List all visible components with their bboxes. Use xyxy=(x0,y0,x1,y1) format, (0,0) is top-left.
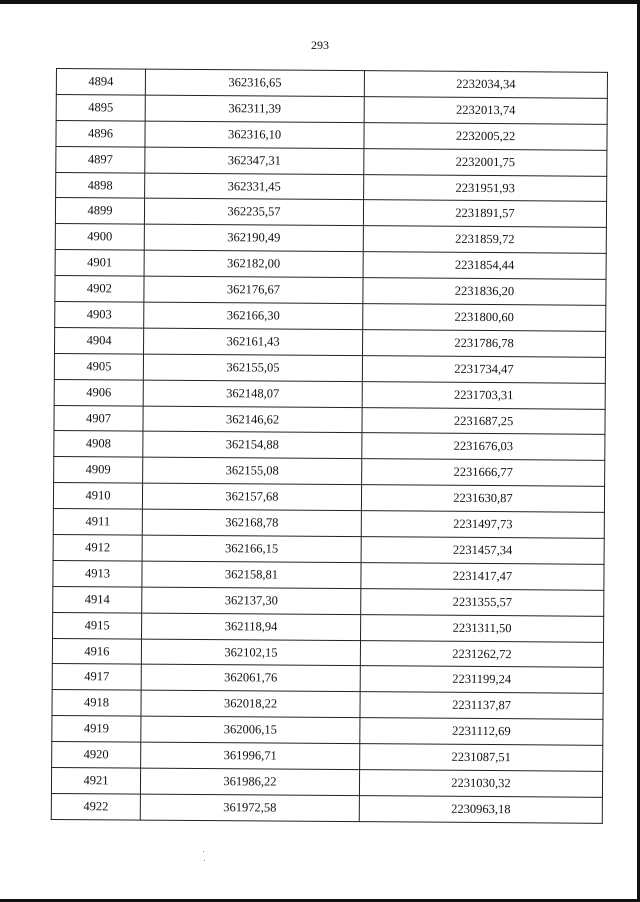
scan-edge-top xyxy=(0,0,640,4)
y-coordinate-cell: 2231951,93 xyxy=(364,174,607,202)
y-coordinate-cell: 2231630,87 xyxy=(361,485,604,513)
x-coordinate-cell: 362118,94 xyxy=(142,613,361,640)
point-number-cell: 4908 xyxy=(54,431,143,458)
x-coordinate-cell: 362018,22 xyxy=(141,690,360,717)
table-row xyxy=(54,353,605,383)
y-coordinate-cell: 2231262,72 xyxy=(360,640,603,668)
x-coordinate-cell: 362190,49 xyxy=(144,224,363,251)
y-coordinate-cell: 2232001,75 xyxy=(364,148,607,176)
point-number-cell: 4911 xyxy=(53,509,142,536)
table-row xyxy=(53,535,604,565)
x-coordinate-cell: 362316,10 xyxy=(145,121,364,148)
point-number-cell: 4903 xyxy=(55,302,144,329)
point-number-cell: 4912 xyxy=(53,535,142,562)
point-number-cell: 4901 xyxy=(55,250,144,277)
table-row xyxy=(53,586,604,616)
point-number-cell: 4921 xyxy=(51,768,140,795)
y-coordinate-cell: 2231199,24 xyxy=(360,666,603,694)
table-row xyxy=(55,302,606,332)
table-row xyxy=(56,146,607,176)
table-row xyxy=(51,768,602,798)
table-row xyxy=(56,172,607,202)
x-coordinate-cell: 362155,05 xyxy=(143,354,362,381)
table-row xyxy=(55,250,606,280)
y-coordinate-cell: 2232005,22 xyxy=(364,122,607,150)
point-number-cell: 4902 xyxy=(55,276,144,303)
x-coordinate-cell: 362146,62 xyxy=(143,406,362,433)
x-coordinate-cell: 362168,78 xyxy=(142,509,361,536)
x-coordinate-cell: 362157,68 xyxy=(142,483,361,510)
y-coordinate-cell: 2231676,03 xyxy=(362,433,605,461)
y-coordinate-cell: 2231355,57 xyxy=(361,588,604,616)
point-number-cell: 4920 xyxy=(52,742,141,769)
x-coordinate-cell: 362061,76 xyxy=(141,665,360,692)
y-coordinate-cell: 2231836,20 xyxy=(363,278,606,306)
x-coordinate-cell: 361972,58 xyxy=(140,794,359,821)
y-coordinate-cell: 2231800,60 xyxy=(363,304,606,332)
y-coordinate-cell: 2231854,44 xyxy=(363,252,606,280)
table-row xyxy=(53,509,604,539)
table-row xyxy=(54,379,605,409)
x-coordinate-cell: 362331,45 xyxy=(145,173,364,200)
y-coordinate-cell: 2232013,74 xyxy=(364,97,607,125)
point-number-cell: 4906 xyxy=(54,379,143,406)
coordinates-table-body xyxy=(51,69,607,824)
x-coordinate-cell: 361986,22 xyxy=(140,768,359,795)
y-coordinate-cell: 2231030,32 xyxy=(359,770,602,798)
y-coordinate-cell: 2231666,77 xyxy=(362,459,605,487)
scan-speck xyxy=(204,860,205,861)
table-row xyxy=(55,276,606,306)
point-number-cell: 4894 xyxy=(56,69,145,96)
point-number-cell: 4913 xyxy=(53,560,142,587)
y-coordinate-cell: 2231311,50 xyxy=(361,614,604,642)
x-coordinate-cell: 362235,57 xyxy=(144,199,363,226)
table-row xyxy=(55,327,606,357)
point-number-cell: 4918 xyxy=(52,690,141,717)
point-number-cell: 4896 xyxy=(56,120,145,147)
table-row xyxy=(54,457,605,487)
point-number-cell: 4899 xyxy=(55,198,144,225)
y-coordinate-cell: 2231137,87 xyxy=(360,692,603,720)
point-number-cell: 4907 xyxy=(54,405,143,432)
table-row xyxy=(53,483,604,513)
y-coordinate-cell: 2231112,69 xyxy=(360,718,603,746)
table-row xyxy=(56,120,607,150)
point-number-cell: 4898 xyxy=(56,172,145,199)
table-row xyxy=(51,793,602,823)
y-coordinate-cell: 2232034,34 xyxy=(364,71,607,99)
table-row xyxy=(52,716,603,746)
y-coordinate-cell: 2231087,51 xyxy=(360,744,603,772)
y-coordinate-cell: 2231703,31 xyxy=(362,381,605,409)
point-number-cell: 4922 xyxy=(51,793,140,820)
x-coordinate-cell: 362161,43 xyxy=(144,328,363,355)
table-row xyxy=(52,690,603,720)
y-coordinate-cell: 2231786,78 xyxy=(363,330,606,358)
point-number-cell: 4914 xyxy=(53,586,142,613)
point-number-cell: 4919 xyxy=(52,716,141,743)
point-number-cell: 4904 xyxy=(55,327,144,354)
y-coordinate-cell: 2231687,25 xyxy=(362,407,605,435)
y-coordinate-cell: 2231497,73 xyxy=(361,511,604,539)
table-row xyxy=(54,405,605,435)
y-coordinate-cell: 2231734,47 xyxy=(362,355,605,383)
table-row xyxy=(52,638,603,668)
x-coordinate-cell: 362311,39 xyxy=(145,95,364,122)
point-number-cell: 4895 xyxy=(56,94,145,121)
table-row xyxy=(56,69,607,99)
scan-speck xyxy=(203,851,204,852)
x-coordinate-cell: 361996,71 xyxy=(141,742,360,769)
point-number-cell: 4910 xyxy=(53,483,142,510)
table-row xyxy=(53,560,604,590)
page-number: 293 xyxy=(311,38,329,52)
coordinates-table xyxy=(51,68,608,824)
x-coordinate-cell: 362102,15 xyxy=(141,639,360,666)
x-coordinate-cell: 362155,08 xyxy=(143,457,362,484)
y-coordinate-cell: 2230963,18 xyxy=(359,796,602,824)
point-number-cell: 4909 xyxy=(54,457,143,484)
x-coordinate-cell: 362006,15 xyxy=(141,716,360,743)
x-coordinate-cell: 362316,65 xyxy=(145,69,364,96)
x-coordinate-cell: 362137,30 xyxy=(142,587,361,614)
x-coordinate-cell: 362176,67 xyxy=(144,276,363,303)
table-row xyxy=(55,198,606,228)
point-number-cell: 4916 xyxy=(52,638,141,665)
table-row xyxy=(52,742,603,772)
x-coordinate-cell: 362182,00 xyxy=(144,250,363,277)
y-coordinate-cell: 2231891,57 xyxy=(363,200,606,228)
point-number-cell: 4897 xyxy=(56,146,145,173)
table-row xyxy=(53,612,604,642)
x-coordinate-cell: 362166,15 xyxy=(142,535,361,562)
x-coordinate-cell: 362166,30 xyxy=(144,302,363,329)
x-coordinate-cell: 362347,31 xyxy=(145,147,364,174)
point-number-cell: 4905 xyxy=(54,353,143,380)
x-coordinate-cell: 362154,88 xyxy=(143,432,362,459)
table-row xyxy=(55,224,606,254)
y-coordinate-cell: 2231859,72 xyxy=(363,226,606,254)
point-number-cell: 4915 xyxy=(53,612,142,639)
point-number-cell: 4900 xyxy=(55,224,144,251)
table-row xyxy=(54,431,605,461)
y-coordinate-cell: 2231417,47 xyxy=(361,563,604,591)
point-number-cell: 4917 xyxy=(52,664,141,691)
table-row xyxy=(56,94,607,124)
table-row xyxy=(52,664,603,694)
x-coordinate-cell: 362158,81 xyxy=(142,561,361,588)
x-coordinate-cell: 362148,07 xyxy=(143,380,362,407)
y-coordinate-cell: 2231457,34 xyxy=(361,537,604,565)
